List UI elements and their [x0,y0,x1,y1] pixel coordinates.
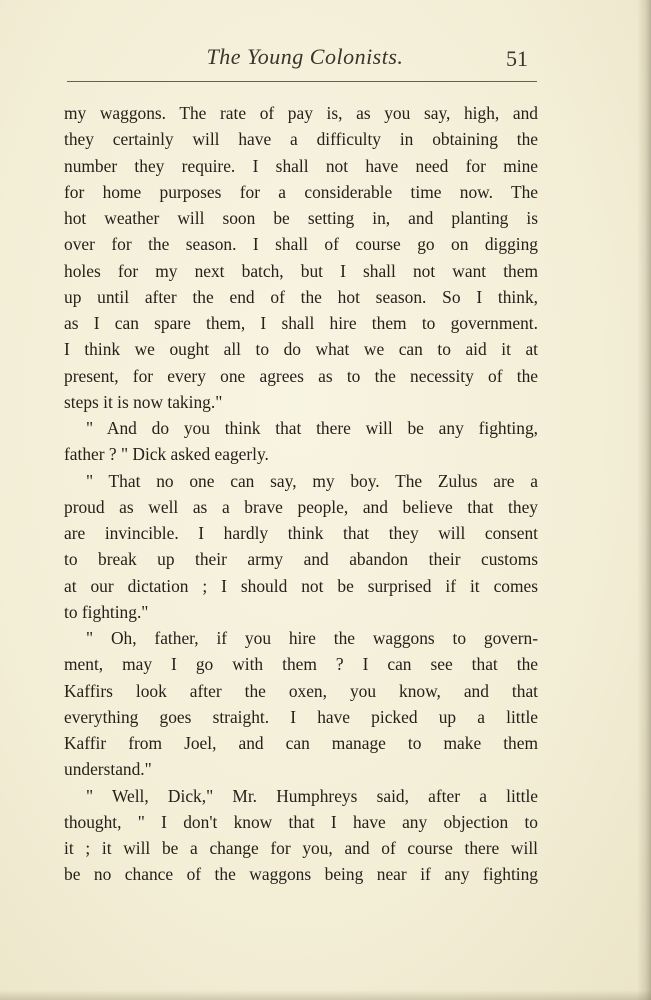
text-line: father ? " Dick asked eagerly. [64,444,269,465]
running-header-title: The Young Colonists. [206,44,404,69]
text-line: " Oh, father, if you hire the waggons to govern- [86,628,538,648]
page-bottom-shadow [0,990,651,1000]
text-line: ment, may I go with them ? I can see that the [64,654,538,675]
text-line: as I can spare them, I shall hire them to government. [64,313,538,333]
page-number: 51 [506,46,528,71]
text-line: steps it is now taking." [64,391,223,412]
page-edge-shadow [637,0,651,1000]
header-rule [67,81,537,82]
text-line: understand." [64,759,152,780]
body-text [64,100,538,888]
text-line: proud as well as a brave people, and believe that they [64,496,538,517]
text-line: I think we ought all to do what we can to aid it at [64,339,538,360]
text-line: " Well, Dick," Mr. Humphreys said, after a little [86,785,538,806]
text-line: Kaffirs look after the oxen, you know, and that [64,680,538,701]
text-line: Kaffir from Joel, and can manage to make them [64,733,538,753]
text-line: are invincible. I hardly think that they will consent [64,523,538,543]
text-line: " That no one can say, my boy. The Zulus are a [86,470,538,491]
text-line: thought, " I don't know that I have any objection to [64,811,538,832]
text-line: it ; it will be a change for you, and of course there will [64,838,538,858]
text-line: " And do you think that there will be any fighting, [86,418,538,438]
text-line: everything goes straight. I have picked up a little [64,706,538,727]
text-line: to break up their army and abandon their customs [64,549,538,570]
text-line: at our dictation ; I should not be surprised if it comes [64,575,538,596]
text-line: hot weather will soon be setting in, and planting is [64,208,538,228]
text-line: up until after the end of the hot season. So I think, [64,286,538,307]
text-line: my waggons. The rate of pay is, as you say, high, and [64,103,538,123]
text-line: for home purposes for a considerable time now. The [64,181,538,202]
text-line: over for the season. I shall of course go on digging [64,234,538,255]
text-line: holes for my next batch, but I shall not want them [64,260,538,281]
text-line: be no chance of the waggons being near if any fighting [64,864,538,885]
text-line: they certainly will have a difficulty in obtaining the [64,129,538,150]
text-line: present, for every one agrees as to the necessity of the [64,365,538,386]
text-line: number they require. I shall not have need for mine [64,155,538,176]
text-line: to fighting." [64,601,149,622]
